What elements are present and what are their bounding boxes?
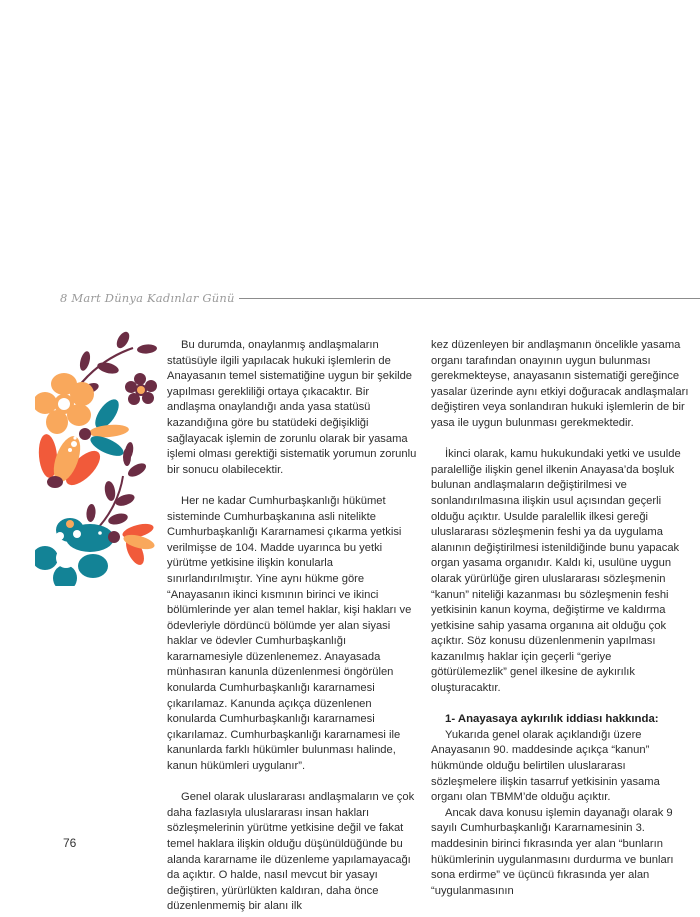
header-rule xyxy=(239,298,700,299)
peach-flower xyxy=(35,373,94,434)
plum-flower xyxy=(125,373,157,405)
header-title: 8 Mart Dünya Kadınlar Günü xyxy=(60,291,235,305)
right-column xyxy=(431,338,689,899)
coral-side-flower xyxy=(121,521,156,567)
paragraph: Genel olarak uluslararası andlaşmaların ve çok daha fazlasıyla uluslararası insan hakları sözleşmelerinin yürütme yetkisine değil ve fakat temel haklara ilişkin olduğu düşünüldüğünde bu alanda kararname ile düzenleme yapılamayacağı da açıktır. O halde, nasıl mevcut bir yasayı değiştiren, yürürlükten kaldıran, daha önce düzenlenmemiş bir alanı ilk xyxy=(167,791,415,913)
page-number: 76 xyxy=(63,836,77,850)
paragraph: İkinci olarak, kamu hukukundaki yetki ve usulde paralelliğe ilişkin genel ilkenin Anayasa’da boşluk bulunan andlaşmaların değiştirilmesi ve sonlandırılmasına ilişkin usul açısından geçerli olduğu açıktır. Usulde paralellik ilkesi gereği uluslararası sözleşmenin feshi ya da uygulama alanının değiştirilmesi istenildiğinde bunu yapacak organ yasama organıdır. Kaldı ki, usulüne uygun olarak yürürlüğe giren uluslararası sözleşmenin “kanun” niteliği kazanması bu sözleşmenin feshi yetkisinin kanun koyma, değiştirme ve kaldırma yetkisine sahip yasama organına ait olduğu çok açıktır. Söz konusu düzenlenmenin yapılması kazanılmış haklar için geçerli “geriye götürülemezlik” genel ilkesine de aykırılık oluşturacaktır. xyxy=(431,448,681,695)
teal-flower xyxy=(35,518,120,586)
paragraph: Ancak dava konusu işlemin dayanağı olarak 9 sayılı Cumhurbaşkanlığı Kararnamesinin 3. maddesinin birinci fıkrasında yer alan “bunların hükümlerinin uygulanmasını durdurma ve bunları sona erdirme” ve üçüncü fıkrasında yer alan “uygulanmasının xyxy=(431,806,674,897)
section-heading: 1- Anayasaya aykırılık iddiası hakkında: xyxy=(445,713,659,726)
left-column xyxy=(167,338,417,915)
paragraph: Her ne kadar Cumhurbaşkanlığı hükümet sisteminde Cumhurbaşkanına asli nitelikte Cumhurbaşkanlığı Kararnamesi çıkarma yetkisi verilmişse de 104. Madde uyarınca bu yetki yürütme yetkisine ilişkin konularla sınırlandırılmıştır. Yine aynı hükme göre “Anayasanın ikinci kısmının birinci ve ikinci bölümlerinde yer alan temel haklar, kişi hakları ve ödevleriyle dördüncü bölümde yer alan siyasi haklar ve ödevler Cumhurbaşkanlığı kararnamesiyle düzenlenemez. Anayasada münhasıran kanunla düzenlenmesi öngörülen konularda Cumhurbaşkanlığı kararnamesi çıkarılamaz. Kanunda açıkça düzenlenen konularda Cumhurbaşkanlığı kararnamesi çıkarılamaz. Cumhurbaşkanlığı kararnamesi ile kanunlarda farklı hükümler bulunması halinde, kanun hükümleri uygulanır”. xyxy=(167,494,412,773)
paragraph: Yukarıda genel olarak açıklandığı üzere Anayasanın 90. maddesinde açıkça “kanun” hükmünde olduğu belirtilen uluslararası sözleşmelere ilişkin tasarruf yetkisinin yasama organı olan TBMM’de olduğu açıktır. xyxy=(431,728,660,804)
floral-ornament xyxy=(35,326,165,586)
paragraph-continuation: kez düzenleyen bir andlaşmanın öncelikle yasama organı tarafından onayının uygun bulunması gerekmekteyse, anayasanın sistematiği gereğince yasalar üzerinde aynı etkiyi doğuracak andlaşmaları değiştiren veya sonlandıran hukuki işlemlerin de bir yasa ile uygun bulunması gerekmektedir. xyxy=(431,339,689,429)
running-header xyxy=(60,289,700,307)
paragraph: Bu durumda, onaylanmış andlaşmaların statüsüyle ilgili yapılacak hukuki işlemlerin de Anayasanın temel sistematiğine uygun bir şekilde yapılması gerekliliği ortaya çıkacaktır. Bir andlaşma onaylandığı anda yasa statüsü kazandığına göre bu statüdeki değişikliği sağlayacak işlemin de zorunlu olarak bir yasama işlemi olması gerektiği sistematik yorumun zorunlu bir sonucu olabilecektir. xyxy=(167,339,417,476)
